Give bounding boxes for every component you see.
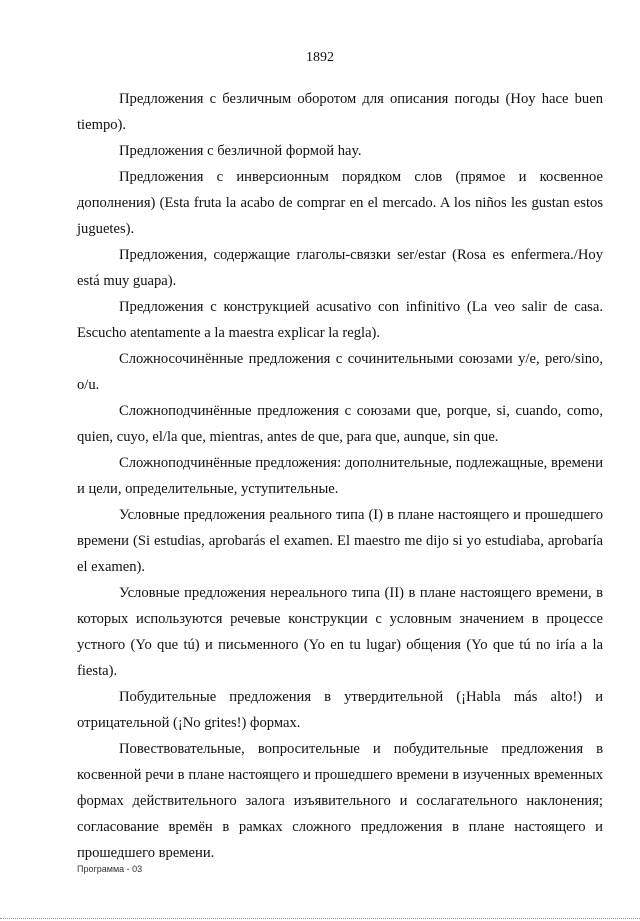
document-body bbox=[77, 86, 603, 866]
paragraph: Повествовательные, вопросительные и побудительные предложения в косвенной речи в плане настоящего и прошедшего времени в изученных временных формах действительного залога изъявительного и сослагательного наклонения; согласование времён в рамках сложного предложения в плане настоящего и прошедшего времени. bbox=[77, 741, 603, 861]
paragraph: Предложения с безличным оборотом для описания погоды (Hoy hace buen tiempo). bbox=[77, 91, 603, 133]
paragraph: Сложносочинённые предложения с сочинительными союзами y/e, pero/sino, o/u. bbox=[77, 351, 603, 393]
paragraph: Условные предложения нереального типа (II) в плане настоящего времени, в которых используются речевые конструкции с условным значением в процессе устного (Yo que tú) и письменного (Yo en tu lugar) общения (Yo que tú no iría a la fiesta). bbox=[77, 585, 603, 679]
paragraph: Сложноподчинённые предложения: дополнительные, подлежащные, времени и цели, определительные, уступительные. bbox=[77, 455, 603, 497]
paragraph: Предложения, содержащие глаголы-связки ser/estar (Rosa es enfermera./Hoy está muy guapa). bbox=[77, 247, 603, 289]
footer-note: Программа - 03 bbox=[77, 864, 143, 874]
paragraph: Предложения с инверсионным порядком слов (прямое и косвенное дополнения) (Esta fruta la acabo de comprar en el mercado. A los niños les gustan estos juguetes). bbox=[77, 169, 603, 237]
page-edge-divider bbox=[0, 918, 640, 919]
page-number: 1892 bbox=[306, 50, 334, 65]
paragraph: Побудительные предложения в утвердительной (¡Habla más alto!) и отрицательной (¡No grites!) формах. bbox=[77, 689, 603, 731]
paragraph: Сложноподчинённые предложения с союзами que, porque, si, cuando, como, quien, cuyo, el/la que, mientras, antes de que, para que, aunque, sin que. bbox=[77, 403, 603, 445]
paragraph: Предложения с безличной формой hay. bbox=[119, 143, 362, 159]
paragraph: Условные предложения реального типа (I) в плане настоящего и прошедшего времени (Si estudias, aprobarás el examen. El maestro me dijo si yo estudiaba, aprobaría el examen). bbox=[77, 507, 603, 575]
paragraph: Предложения с конструкцией acusativo con infinitivo (La veo salir de casa. Escucho atentamente a la maestra explicar la regla). bbox=[77, 299, 603, 341]
